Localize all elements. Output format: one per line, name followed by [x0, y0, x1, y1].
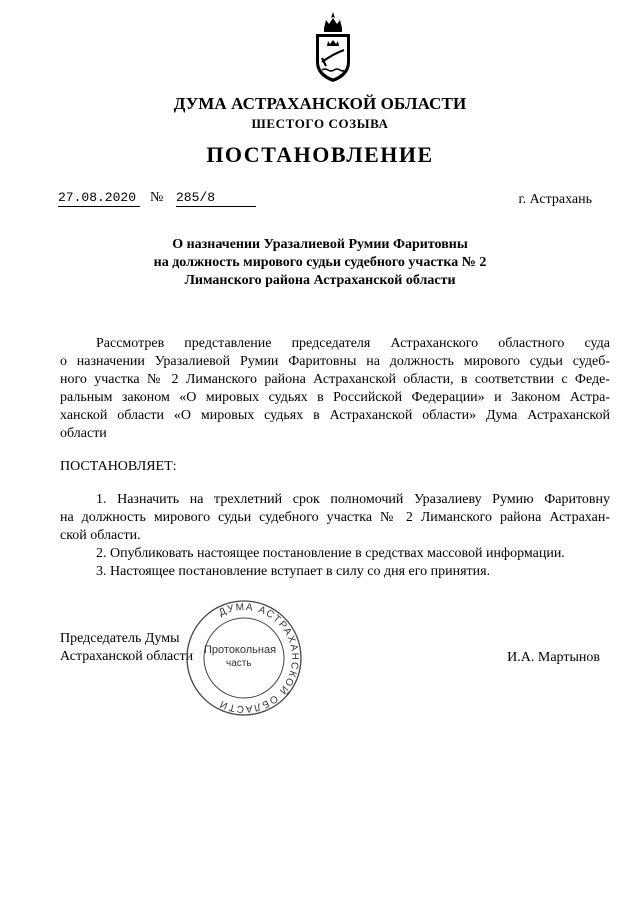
signatory-name: И.А. Мартынов — [507, 650, 600, 665]
document-number: 285/8 — [176, 190, 256, 207]
preamble-paragraph — [60, 335, 610, 443]
subject-line: Лиманского района Астраханской области — [184, 273, 456, 288]
decision-item-3 — [60, 563, 610, 581]
convocation: ШЕСТОГО СОЗЫВА — [251, 116, 389, 131]
paragraph-line: ральным законом «О мировых судьях в Российской Федерации» и Законом Астра- — [60, 390, 610, 405]
paragraph-line: ного участка № 2 Лиманского района Астраханской области, в соответствии с Феде- — [60, 372, 610, 387]
subject-line: на должность мирового судьи судебного участка № 2 — [153, 255, 487, 270]
paragraph-line: на должность мирового судьи судебного участка № 2 Лиманского района Астрахан- — [60, 510, 610, 525]
document-subject — [0, 236, 640, 290]
paragraph-line: ханской области «О мировых судьях в Астраханской области» Дума Астраханской — [60, 408, 610, 423]
organization-name: ДУМА АСТРАХАНСКОЙ ОБЛАСТИ — [173, 94, 467, 113]
stamp-inner-line: Протокольная — [204, 644, 277, 656]
document-date: 27.08.2020 — [58, 190, 140, 207]
paragraph-line: области — [60, 426, 107, 441]
signatory-title — [60, 630, 193, 666]
signatory-title-line: Астраханской области — [60, 649, 194, 664]
stamp-inner-line: часть — [226, 658, 252, 669]
signatory-title-line: Председатель Думы — [60, 631, 180, 646]
decides-heading: ПОСТАНОВЛЯЕТ: — [60, 459, 177, 474]
number-sign: № — [150, 190, 164, 205]
subject-line: О назначении Уразалиевой Румии Фаритовны — [172, 237, 468, 252]
document-city: г. Астрахань — [518, 192, 592, 207]
stamp-inner-text — [204, 643, 276, 671]
paragraph-line: 2. Опубликовать настоящее постановление в средствах массовой информации. — [96, 546, 565, 561]
paragraph-line: ской области. — [60, 528, 141, 543]
decision-item-1 — [60, 491, 610, 545]
stamp-ring-text: ДУМА АСТРАХАНСКОЙ ОБЛАСТИ — [217, 601, 301, 715]
paragraph-line: 1. Назначить на трехлетний срок полномочий Уразалиеву Румию Фаритовну — [96, 492, 610, 507]
document-type: ПОСТАНОВЛЕНИЕ — [206, 142, 434, 167]
paragraph-line: о назначении Уразалиевой Румии Фаритовны на должность мирового судьи судеб- — [60, 354, 610, 369]
paragraph-line: Рассмотрев представление председателя Астраханского областного суда — [96, 336, 610, 351]
decision-item-2 — [60, 545, 610, 563]
coat-of-arms-icon — [310, 10, 356, 86]
paragraph-line: 3. Настоящее постановление вступает в силу со дня его принятия. — [96, 564, 491, 579]
